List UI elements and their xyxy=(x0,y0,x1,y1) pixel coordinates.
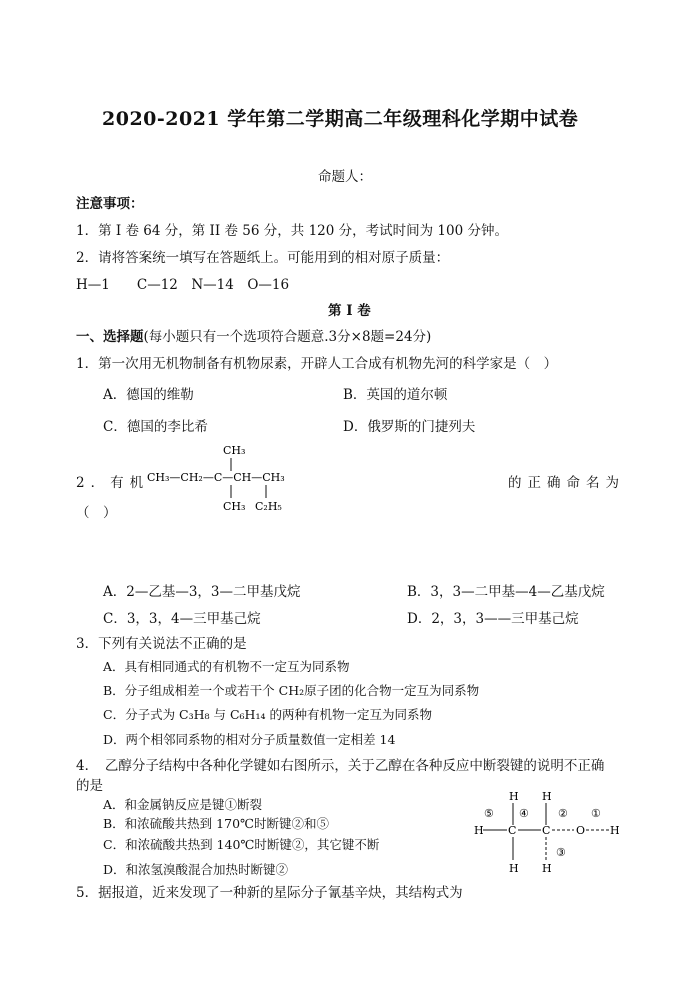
q2-stem-prefix: 2．有机 xyxy=(76,475,150,491)
ethanol-bottom-h-1: H xyxy=(509,862,519,875)
q4-option-b: B．和浓硫酸共热到 170℃时断键②和⑤ xyxy=(103,816,330,831)
q4-stem-line2: 的是 xyxy=(76,778,103,794)
note-item-2: 2．请将答案统一填写在答题纸上。可能用到的相对原子质量： xyxy=(76,250,450,266)
q1-option-a: A．德国的维勒 xyxy=(103,387,194,403)
ethanol-bond-label-3: ③ xyxy=(556,846,566,859)
ethanol-atom-o: O xyxy=(576,824,586,837)
q2-structure-formula xyxy=(143,440,313,520)
q2-main-chain: CH₃—CH₂—C—CH—CH₃ xyxy=(147,471,285,484)
ethanol-bond-label-4: ④ xyxy=(519,807,529,820)
q2-option-d: D．2，3，3——三甲基己烷 xyxy=(407,611,579,627)
section-label: 一、选择题 xyxy=(76,329,144,345)
q1-option-c: C．德国的李比希 xyxy=(103,419,208,435)
q4-stem-line1: 4． 乙醇分子结构中各种化学键如右图所示，关于乙醇在各种反应中断裂键的说明不正确 xyxy=(76,758,605,774)
ethanol-atom-h-left: H xyxy=(474,824,484,837)
q3-option-c: C．分子式为 C₃H₈ 与 C₆H₁₄ 的两种有机物一定互为同系物 xyxy=(103,707,432,722)
part-heading: 第 I 卷 xyxy=(328,303,371,319)
q2-option-a: A．2—乙基—3，3—二甲基戊烷 xyxy=(103,584,301,600)
q3-option-a: A．具有相同通式的有机物不一定互为同系物 xyxy=(103,659,350,674)
q3-stem: 3．下列有关说法不正确的是 xyxy=(76,636,247,652)
q4-option-a: A．和金属钠反应是键①断裂 xyxy=(103,797,263,812)
section-rule: (每小题只有一个选项符合题意.3分×8题=24分) xyxy=(143,329,432,345)
q2-top-substituent: CH₃ xyxy=(223,444,246,457)
section-header xyxy=(76,325,431,345)
ethanol-bond-label-2: ② xyxy=(558,807,568,820)
q3-option-b: B．分子组成相差一个或若干个 CH₂原子团的化合物一定互为同系物 xyxy=(103,683,480,698)
q2-bottom-left-substituent: CH₃ xyxy=(223,500,246,513)
q2-answer-blank: （ ） xyxy=(76,505,117,521)
q4-option-c: C．和浓硫酸共热到 140℃时断键②，其它键不断 xyxy=(103,837,380,852)
ethanol-bottom-h-2: H xyxy=(542,862,552,875)
q2-option-c: C．3，3，4—三甲基己烷 xyxy=(103,611,261,627)
ethanol-top-h-2: H xyxy=(542,790,552,803)
ethanol-atom-c1: C xyxy=(508,824,517,837)
q1-stem: 1．第一次用无机物制备有机物尿素，开辟人工合成有机物先河的科学家是（ ） xyxy=(76,356,558,372)
ethanol-top-h-1: H xyxy=(509,790,519,803)
q1-option-b: B．英国的道尔顿 xyxy=(343,387,448,403)
q2-stem-suffix: 的正确命名为 xyxy=(508,475,625,491)
q3-option-d: D．两个相邻同系物的相对分子质量数值一定相差 14 xyxy=(103,732,396,747)
q2-bottom-right-substituent: C₂H₅ xyxy=(255,500,282,513)
ethanol-atom-c2: C xyxy=(542,824,551,837)
ethanol-bond-diagram xyxy=(470,790,630,875)
ethanol-bond-label-5: ⑤ xyxy=(484,807,494,820)
ethanol-bond-label-1: ① xyxy=(591,807,601,820)
exam-title: 2020-2021 学年第二学期高二年级理科化学期中试卷 xyxy=(102,108,579,130)
q1-option-d: D．俄罗斯的门捷列夫 xyxy=(343,419,476,435)
atomic-masses: H—1 C—12 N—14 O—16 xyxy=(76,277,290,293)
note-item-1: 1．第 I 卷 64 分，第 II 卷 56 分，共 120 分，考试时间为 100 分钟。 xyxy=(76,223,508,239)
q2-option-b: B．3，3—二甲基—4—乙基戊烷 xyxy=(407,584,605,600)
q5-stem: 5．据报道，近来发现了一种新的星际分子氰基辛炔，其结构式为 xyxy=(76,885,463,901)
notes-heading: 注意事项： xyxy=(76,196,144,212)
q4-option-d: D．和浓氢溴酸混合加热时断键② xyxy=(103,862,289,877)
ethanol-atom-h-right: H xyxy=(610,824,620,837)
author-line: 命题人： xyxy=(318,169,372,185)
